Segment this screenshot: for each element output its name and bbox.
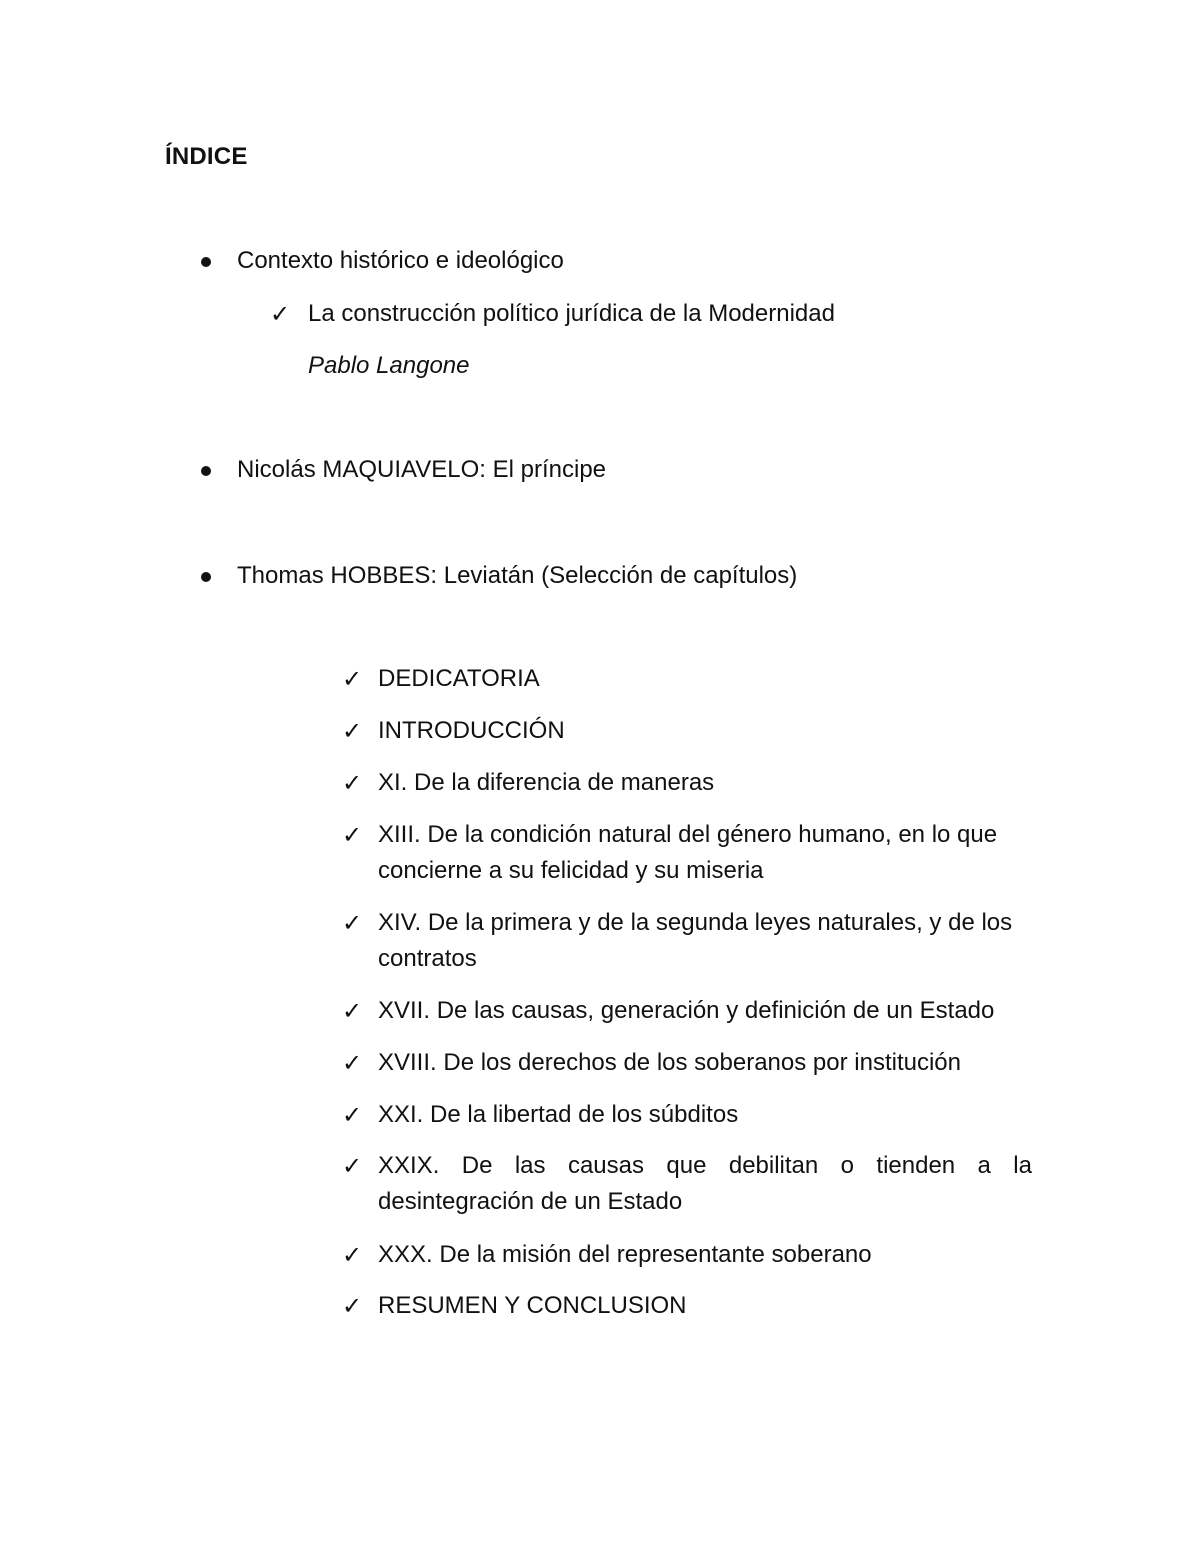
chapter-item: XIII. De la condición natural del género humano, en lo que concierne a su felicidad y su miseria xyxy=(378,821,998,884)
chapter-item: XI. De la diferencia de maneras xyxy=(378,769,715,796)
checkmark-icon: ✓ xyxy=(342,997,363,1025)
chapter-item: XXI. De la libertad de los súbditos xyxy=(378,1101,739,1128)
section-item-hobbes: Thomas HOBBES: Leviatán (Selección de capítulos) xyxy=(237,562,798,589)
checkmark-icon: ✓ xyxy=(342,1152,363,1180)
chapter-item: XXX. De la misión del representante soberano xyxy=(378,1241,872,1268)
checkmark-icon: ✓ xyxy=(270,300,291,328)
bullet-dot-icon xyxy=(201,572,211,582)
checkmark-icon: ✓ xyxy=(342,1241,363,1269)
checkmark-icon: ✓ xyxy=(342,665,363,693)
bullet-dot-icon xyxy=(201,257,211,267)
checkmark-icon: ✓ xyxy=(342,1101,363,1129)
chapter-item: XXIX. De las causas que debilitan o tienden a la desintegración de un Estado xyxy=(378,1152,1032,1215)
chapter-item: INTRODUCCIÓN xyxy=(378,717,565,744)
chapter-item: XVIII. De los derechos de los soberanos por institución xyxy=(378,1049,961,1076)
checkmark-icon: ✓ xyxy=(342,909,363,937)
checkmark-icon: ✓ xyxy=(342,769,363,797)
section-item-maquiavelo: Nicolás MAQUIAVELO: El príncipe xyxy=(237,456,607,483)
chapter-item: XVII. De las causas, generación y definición de un Estado xyxy=(378,997,995,1024)
checkmark-icon: ✓ xyxy=(342,717,363,745)
bullet-dot-icon xyxy=(201,466,211,476)
checkmark-icon: ✓ xyxy=(342,1049,363,1077)
page-title: ÍNDICE xyxy=(165,143,248,170)
chapter-item: DEDICATORIA xyxy=(378,665,540,692)
subsection-item-construction: La construcción político jurídica de la Modernidad xyxy=(308,300,835,327)
chapter-item: XIV. De la primera y de la segunda leyes naturales, y de los contratos xyxy=(378,909,1013,972)
checkmark-icon: ✓ xyxy=(342,1292,363,1320)
chapter-item: RESUMEN Y CONCLUSION xyxy=(378,1292,687,1319)
section-item-context: Contexto histórico e ideológico xyxy=(237,247,564,274)
author-name: Pablo Langone xyxy=(308,352,470,379)
checkmark-icon: ✓ xyxy=(342,821,363,849)
